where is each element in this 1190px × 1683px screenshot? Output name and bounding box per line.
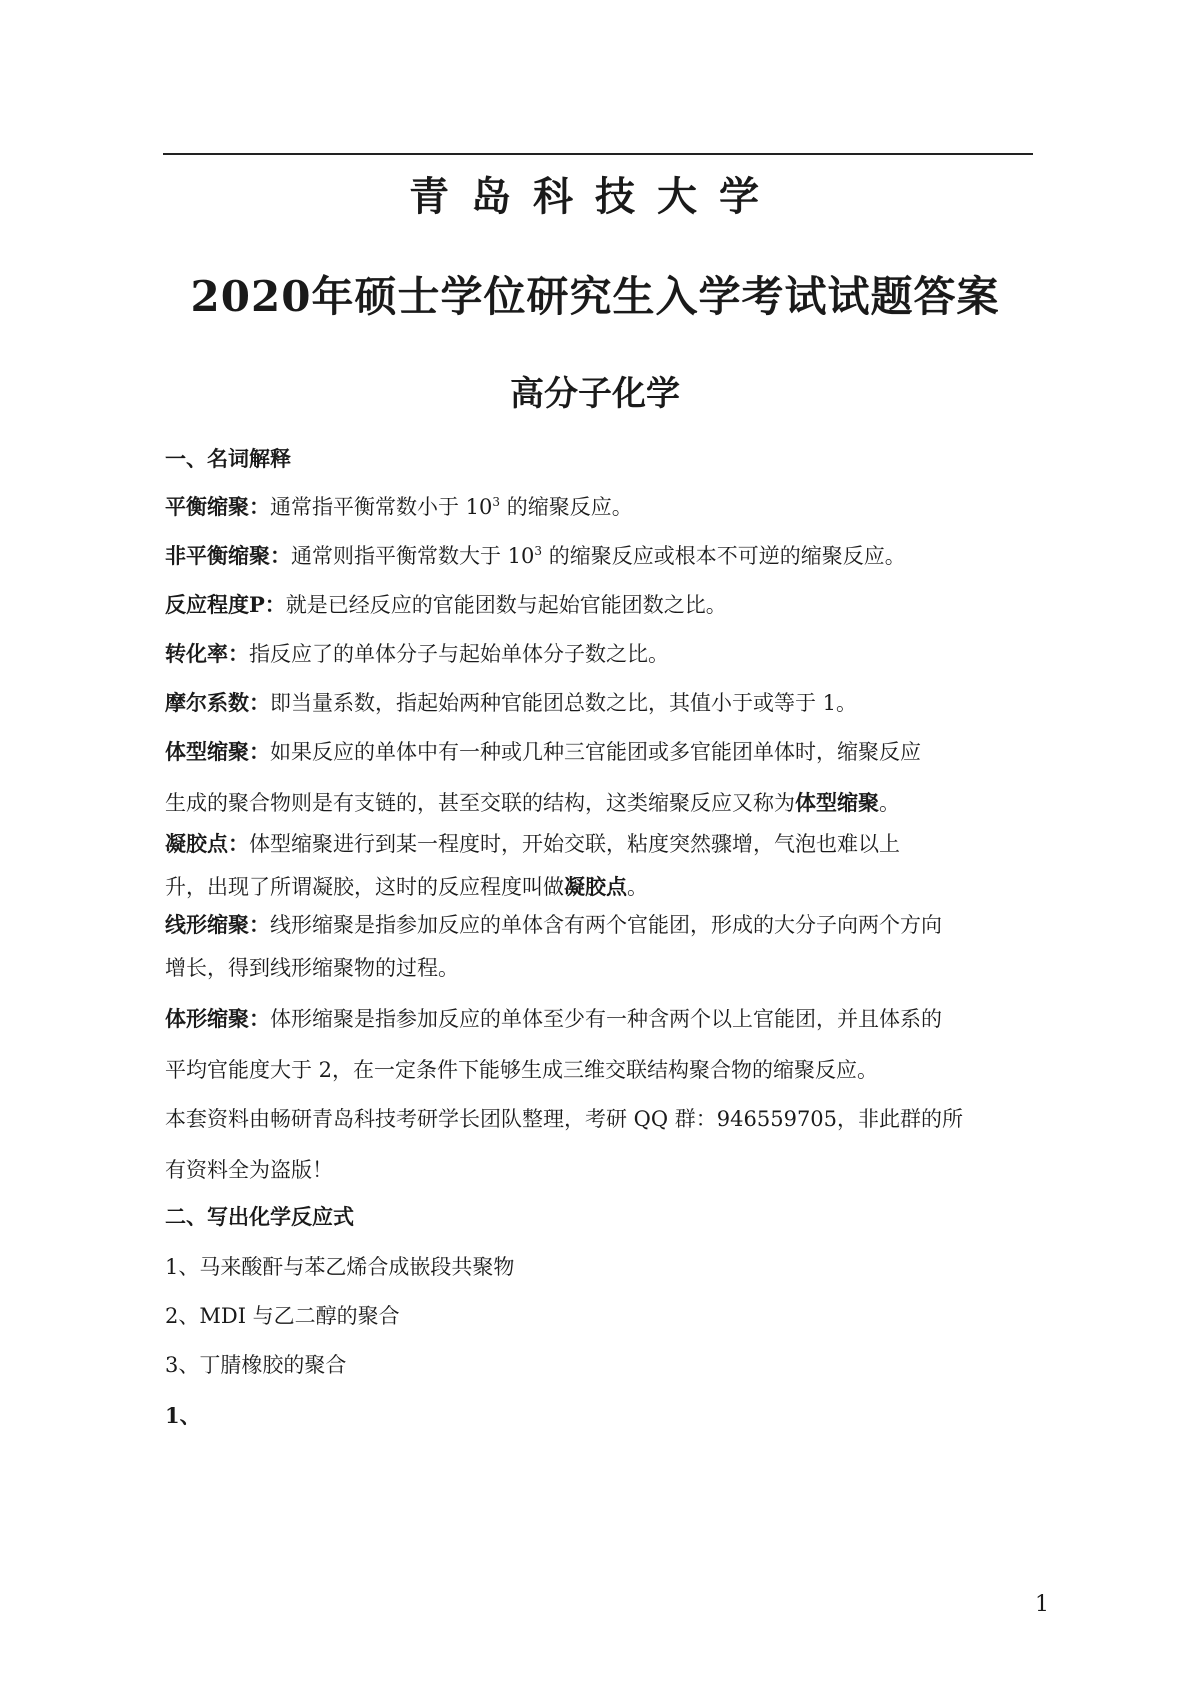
definition-text: 体型缩聚进行到某一程度时，开始交联，粘度突然骤增，气泡也难以上 <box>249 832 900 856</box>
definition-continuation <box>165 953 1045 983</box>
definition-continuation <box>165 788 1045 818</box>
definition-continuation <box>165 1055 1045 1085</box>
definition-text: 就是已经反应的官能团数与起始官能团数之比。 <box>285 593 727 617</box>
term: 平衡缩聚： <box>165 494 270 519</box>
superscript: 3 <box>534 544 543 558</box>
section2-heading: 二、写出化学反应式 <box>165 1204 354 1229</box>
section1-heading: 一、名词解释 <box>165 446 291 471</box>
answer-start: 1、 <box>165 1403 201 1428</box>
definition-line <box>165 829 1045 859</box>
subject-title: 高分子化学 <box>510 374 680 414</box>
definition-text: 的缩聚反应或根本不可逆的缩聚反应。 <box>542 544 906 568</box>
definition-text: 平均官能度大于 2，在一定条件下能够生成三维交联结构聚合物的缩聚反应。 <box>165 1058 879 1082</box>
term-emphasis: 体型缩聚 <box>795 790 879 815</box>
definition-line <box>165 737 1045 767</box>
term: 非平衡缩聚： <box>165 543 291 568</box>
exam-title: 2020年硕士学位研究生入学考试试题答案 <box>190 272 1000 321</box>
question-item: 1、马来酸酐与苯乙烯合成嵌段共聚物 <box>165 1255 515 1279</box>
university-title: 青岛科技大学 <box>409 173 781 220</box>
definition-text: 通常则指平衡常数大于 10 <box>291 544 535 568</box>
definition-text: 通常指平衡常数小于 10 <box>270 495 493 519</box>
definition-text: 。 <box>879 791 900 815</box>
definition-continuation <box>165 872 1045 902</box>
definition-text: 的缩聚反应。 <box>500 495 633 519</box>
definition-line <box>165 688 1045 718</box>
question-item: 2、MDI 与乙二醇的聚合 <box>165 1304 400 1328</box>
definition-line <box>165 590 1045 620</box>
term: 摩尔系数： <box>165 690 270 715</box>
definition-text: 。 <box>627 875 648 899</box>
definition-line <box>165 1004 1045 1034</box>
term: 体型缩聚： <box>165 739 270 764</box>
definition-text: 如果反应的单体中有一种或几种三官能团或多官能团单体时，缩聚反应 <box>270 740 921 764</box>
definition-text: 线形缩聚是指参加反应的单体含有两个官能团，形成的大分子向两个方向 <box>270 913 942 937</box>
term: 凝胶点： <box>165 831 249 856</box>
definition-text: 指反应了的单体分子与起始单体分子数之比。 <box>249 642 669 666</box>
definition-line <box>165 910 1045 940</box>
note-line: 有资料全为盗版！ <box>165 1158 333 1182</box>
definition-line <box>165 541 1045 571</box>
term: 线形缩聚： <box>165 912 270 937</box>
definition-text: 生成的聚合物则是有支链的，甚至交联的结构，这类缩聚反应又称为 <box>165 791 795 815</box>
definition-text: 增长，得到线形缩聚物的过程。 <box>165 956 459 980</box>
term: 体形缩聚： <box>165 1006 270 1031</box>
term: 反应程度P： <box>165 592 286 617</box>
definition-line <box>165 492 1045 522</box>
term: 转化率： <box>165 641 249 666</box>
definition-line <box>165 639 1045 669</box>
definition-text: 即当量系数，指起始两种官能团总数之比，其值小于或等于 1。 <box>270 691 858 715</box>
note-line: 本套资料由畅研青岛科技考研学长团队整理，考研 QQ 群：946559705，非此群的所 <box>165 1107 964 1131</box>
page-number: 1 <box>1035 1592 1049 1617</box>
question-item: 3、丁腈橡胶的聚合 <box>165 1353 347 1377</box>
definition-text: 体形缩聚是指参加反应的单体至少有一种含两个以上官能团，并且体系的 <box>270 1007 942 1031</box>
definition-text: 升，出现了所谓凝胶，这时的反应程度叫做 <box>165 875 564 899</box>
superscript: 3 <box>492 495 501 509</box>
header-rule <box>163 153 1033 155</box>
term-emphasis: 凝胶点 <box>564 874 627 899</box>
